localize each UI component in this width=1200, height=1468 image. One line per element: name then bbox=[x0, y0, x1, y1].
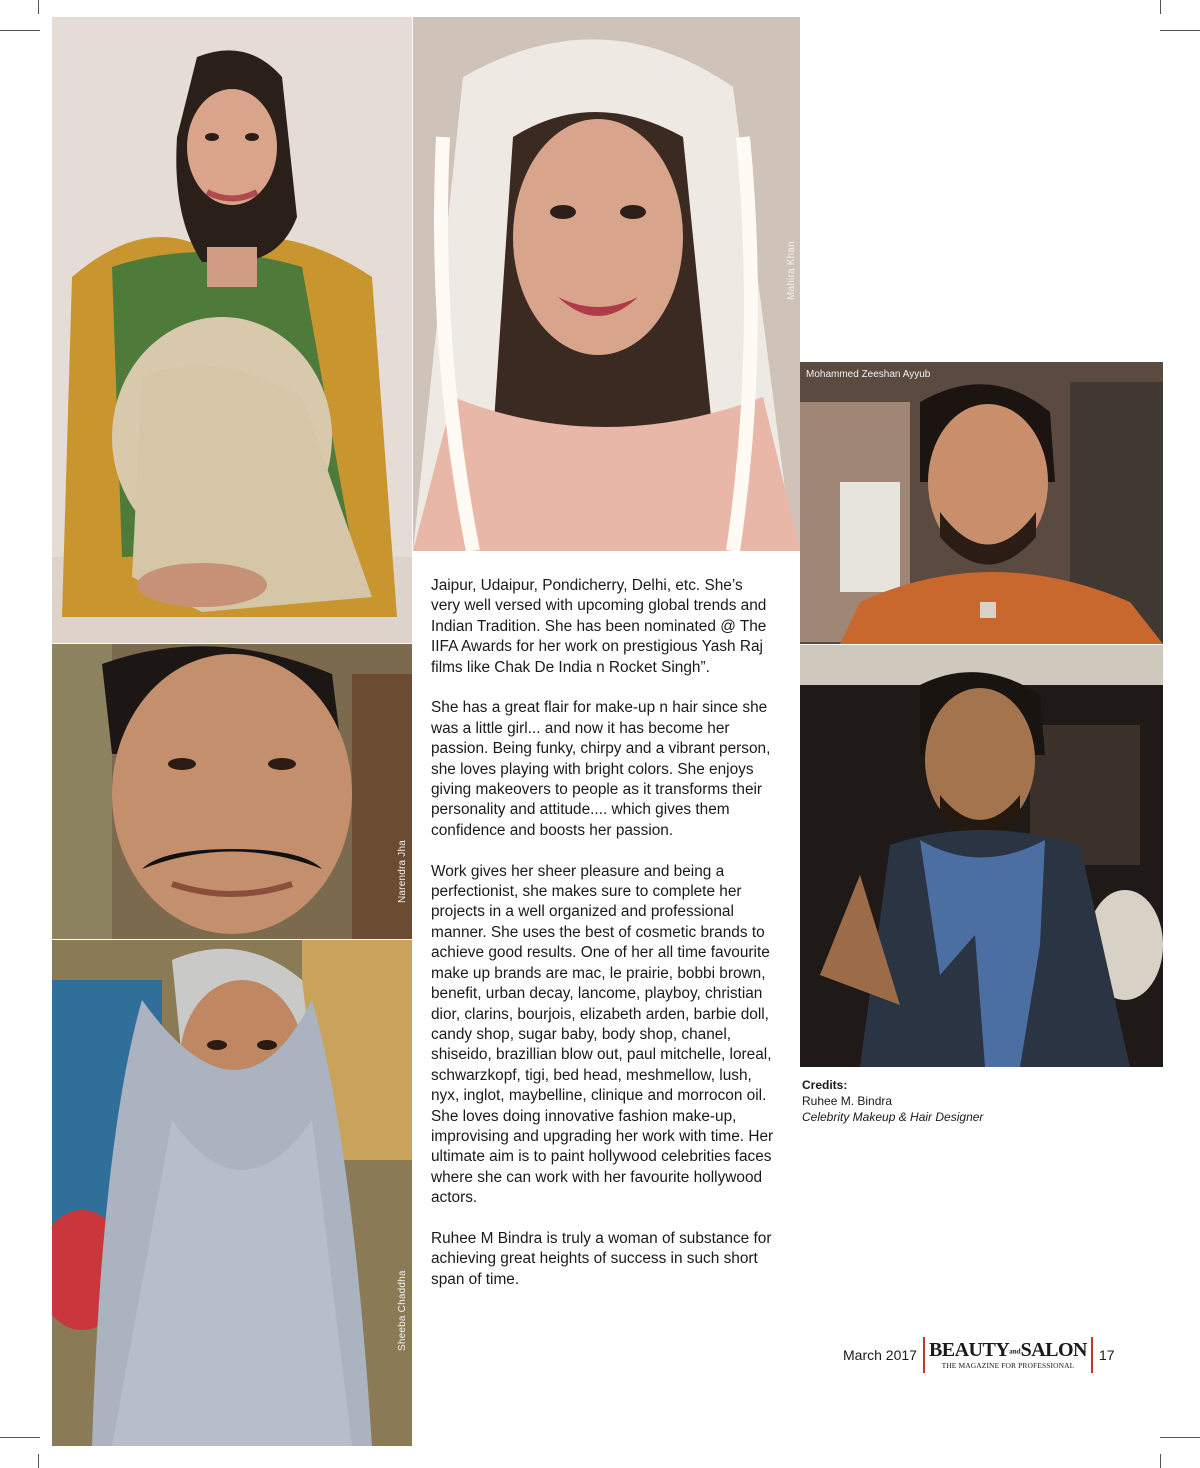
photo-caption: Mahira Khan bbox=[786, 241, 797, 300]
article-paragraph: She has a great flair for make-up n hair since she was a little girl... and now it has become her passion. Being funky, chirpy and a vibrant person, she loves playing with bright colors. She enjoys giving makeovers to people as it transforms their personality and attitude.... which gives them confidence and boosts her passion. bbox=[431, 699, 771, 839]
photo-caption: Narendra Jha bbox=[397, 840, 408, 903]
credits-role: Celebrity Makeup & Hair Designer bbox=[802, 1110, 984, 1124]
brand-tagline: THE MAGAZINE FOR PROFESSIONAL bbox=[941, 1361, 1075, 1371]
photo-caption: Sheeba Chaddha bbox=[397, 1270, 408, 1351]
credits-label: Credits: bbox=[802, 1078, 848, 1092]
crop-mark bbox=[1160, 1437, 1200, 1438]
photo-caption: Mohammed Zeeshan Ayyub bbox=[806, 369, 931, 380]
brand-connector: and bbox=[1009, 1347, 1021, 1356]
photo-sheeba bbox=[52, 940, 412, 1446]
article-body bbox=[431, 576, 776, 1311]
photo-mahira-portrait bbox=[413, 17, 800, 551]
crop-mark bbox=[1160, 1454, 1161, 1468]
article-paragraph: Work gives her sheer pleasure and being a perfectionist, she makes sure to complete her projects in a well organized and professional manner. She uses the best of cosmetic brands to achieve good results. One of her all time favourite make up brands are mac, le prairie, bobbi brown, benefit, urban decay, lancome, playboy, christian dior, clarins, bourjois, elizabeth arden, barbie doll, candy shop, sugar baby, body shop, chanel, shiseido, brazillian blow out, paul mitchelle, loreal, schwarzkopf, tigi, bed head, meshmellow, lush, nyx, inglot, maybelline, clinique and morrocon oil. She loves doing innovative fashion make-up, improvising and upgrading her work with time. Her ultimate aim is to paint hollywood celebrities faces where she can work with her favourite hollywood actors. bbox=[431, 862, 774, 1207]
magazine-logo bbox=[925, 1340, 1091, 1370]
crop-mark bbox=[0, 30, 40, 31]
issue-date: March 2017 bbox=[843, 1347, 917, 1363]
brand-word: SALON bbox=[1020, 1338, 1087, 1361]
photo-man-scarf bbox=[800, 645, 1163, 1067]
photo-zeeshan bbox=[800, 362, 1163, 644]
crop-mark bbox=[0, 1437, 40, 1438]
credits-name: Ruhee M. Bindra bbox=[802, 1094, 893, 1108]
crop-mark bbox=[1160, 30, 1200, 31]
footer-divider bbox=[1091, 1337, 1093, 1373]
article-paragraph: Ruhee M Bindra is truly a woman of substance for achieving great heights of success in such short span of time. bbox=[431, 1229, 772, 1288]
brand-word: BEAUTY bbox=[928, 1338, 1010, 1361]
credits-block bbox=[802, 1077, 983, 1125]
crop-mark bbox=[38, 1454, 39, 1468]
page-number: 17 bbox=[1099, 1347, 1115, 1363]
page-footer bbox=[843, 1337, 1115, 1373]
crop-mark bbox=[1160, 0, 1161, 14]
article-paragraph: Jaipur, Udaipur, Pondicherry, Delhi, etc. She’s very well versed with upcoming global trends and Indian Tradition. She has been nominated @ The IIFA Awards for her work on prestigious Yash Raj films like Chak De India n Rocket Singh”. bbox=[431, 577, 767, 676]
photo-mahira-seated bbox=[52, 17, 412, 643]
photo-narendra bbox=[52, 644, 412, 939]
crop-mark bbox=[38, 0, 39, 14]
